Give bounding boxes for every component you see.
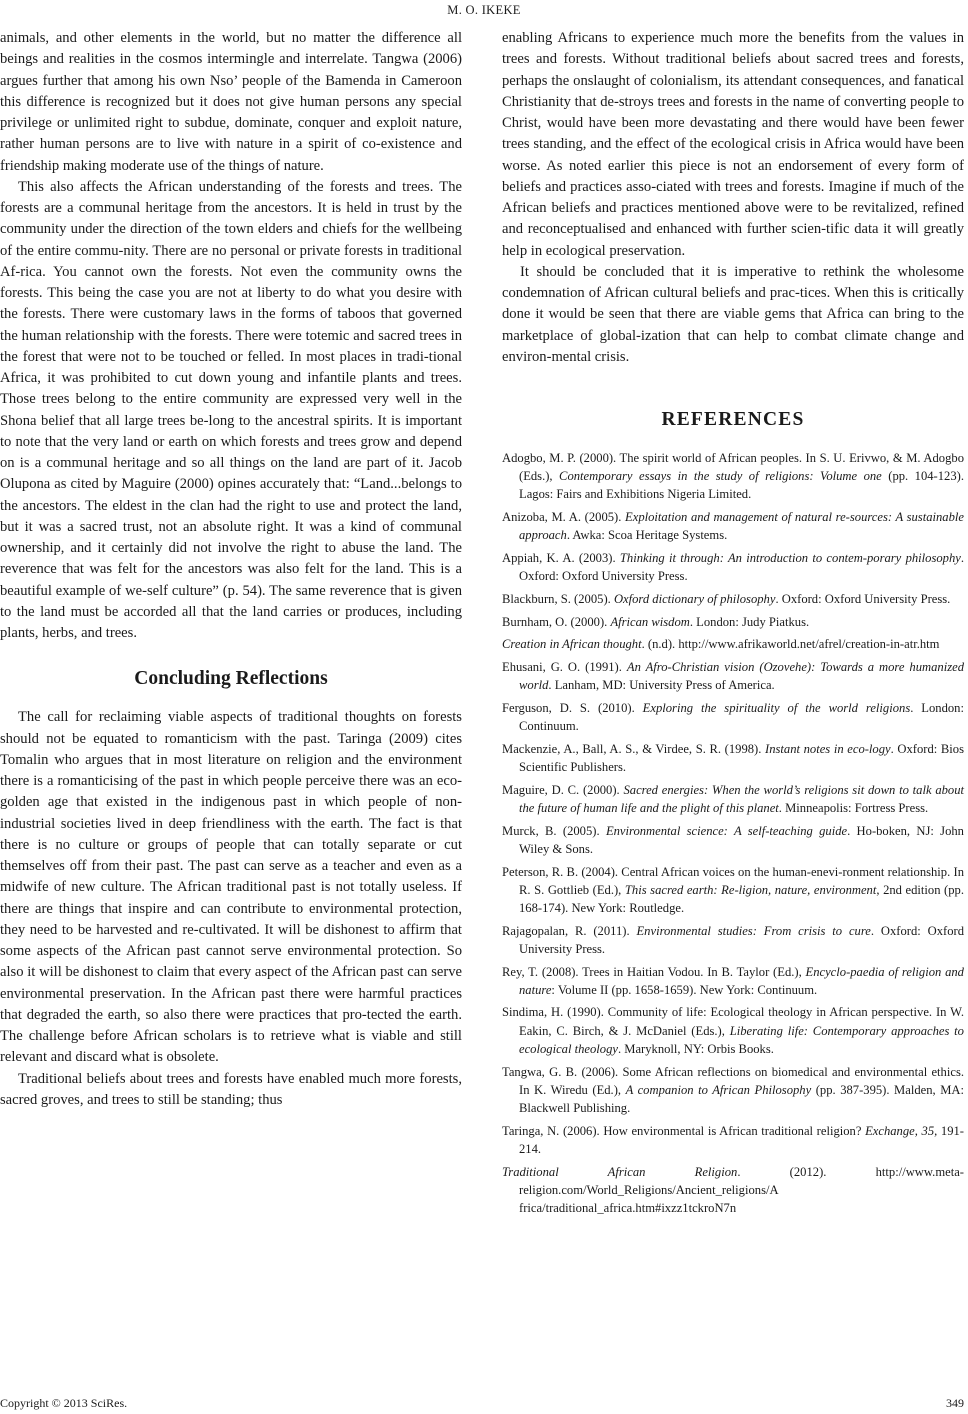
reference-title: Contemporary essays in the study of religions: Volume one	[559, 469, 882, 484]
body-paragraph: This also affects the African understanding of the forests and trees. The forests are a communal heritage from the ancestors. It is held in trust by the community under the direction of the town elders and chiefs for the wellbeing of the entire commu-nity. There are no personal or private forests in traditional Af-rica. You cannot own the forests. Not even the community owns the forests. This being the case you are not at liberty to do what you desire with the forests. There were customary laws in the forms of taboos that governed the human relationship with the forests. There were totemic and sacred trees in the forest that were not to be touched or felled. In most places in tradi-tional Africa, it was prohibited to cut down young and infantile plants and trees. Those trees belong to the entire community are expressed very well in the Shona belief that all large trees be-long to the ancestral spirits. It is important to note that the very land or earth on which forests and trees grow and depend on is a communal heritage and so all things on the land are part of it. Jacob Olupona as cited by Maguire (2000) opines accurately that: “Land...belongs to the ancestors. The eldest in the clan had the right to use and protect the land, but it was a sacred trust, not an absolute right. It was a kind of communal ownership, and it certainly did not involve the right to abuse the land. The reverence that was felt for the ancestors was also felt for the land. This is a beautiful example of we-self culture” (p. 54). The same reverence that is given to the land must be accorded all that the land carries or produces, including plants, herbs, and trees.	[0, 178, 462, 641]
reference-text: Adogbo, M. P. (2000). The spirit world of African peoples. In S. U. Erivwo, & M. Adogbo (Eds.),	[502, 451, 964, 484]
reference-text: . (2012). http://www.meta-religion.com/World_Religions/Ancient_religions/A frica/traditional_africa.htm#ixzz1tckroN7n	[519, 1164, 964, 1216]
reference-title: Instant notes in eco-logy	[765, 741, 891, 756]
reference-entry	[502, 822, 964, 858]
reference-title: Traditional African Religion	[502, 1164, 738, 1179]
reference-entry	[502, 549, 964, 585]
reference-title: Encyclo-paedia of religion and nature	[519, 964, 964, 997]
reference-text: : Volume II (pp. 1658-1659). New York: Continuum.	[551, 982, 818, 997]
reference-text: Murck, B. (2005).	[502, 823, 606, 838]
reference-text: Sindima, H. (1990). Community of life: Ecological theology in African perspective. In W. Eakin, C. Birch, & J. McDaniel (Eds.),	[502, 1005, 964, 1038]
section-heading: Concluding Reflections	[134, 668, 328, 690]
reference-text: Anizoba, M. A. (2005).	[502, 510, 626, 525]
reference-entry	[502, 863, 964, 918]
reference-title: An Afro-Christian vision (Ozovehe): Towards a more humanized world	[519, 660, 964, 693]
reference-title: African wisdom	[610, 614, 690, 629]
body-paragraph: enabling Africans to experience much more the benefits from the values in trees and forests. Without traditional beliefs about sacred trees and forests, perhaps the onslaught of colonialism, its attendant consequences, and fanatical Christianity that de-stroys trees and forests in the name of converting people to Christ, would have been more devastating and there would have been fewer trees standing, and the effect of the ecological crisis in Africa would have been worse. As noted earlier this piece is not an endorsement of every form of beliefs and practices asso-ciated with trees and forests. Imagine if much of the African beliefs and practices mentioned above were to be revitalized, refined and reconceptualised and enhanced with further scien-tific data it will greatly help in ecological preservation.	[502, 30, 964, 259]
reference-entry	[502, 590, 964, 608]
reference-text: . Oxford: Oxford University Press.	[519, 923, 964, 956]
reference-text: . Awka: Scoa Heritage Systems.	[566, 528, 728, 543]
body-paragraph: The call for reclaiming viable aspects of traditional thoughts on forests should not be equated to romanticism with the past. Taringa (2009) cites Tomalin who argues that in most literature on religion and the environment there is a romanticising of the past in which people perceive there was an eco-golden age that existed in the indigenous past in which people of non-industrial societies lived in deep friendliness with the earth. The fact is that there is no culture or groups of people that can totally separate or cut themselves off from their past. The past can serve as a teacher and even as a midwife of new culture. The African traditional past is not totally useless. If there are things that inspire and can contribute to environmental protection, they need to be harvested and re-cultivated. It will be dishonest to affirm that some aspects of the African past cannot serve environmental protection. So also it will be dishonest to claim that every aspect of the African past can serve environmental preservation. In the African past there were harmful practices that degraded the earth, so also there were practices that pro-tected the earth. The challenge before African scholars is to retrieve what is viable and still relevant and discard what is obsolete.	[0, 709, 462, 1066]
reference-text: Maguire, D. C. (2000).	[502, 782, 624, 797]
reference-text: Peterson, R. B. (2004). Central African voices on the human-enevi-ronment relationship. In R. S. Gottlieb (Ed.),	[502, 864, 964, 897]
reference-entry	[502, 1063, 964, 1118]
reference-title: Oxford dictionary of philosophy	[613, 591, 776, 606]
reference-text: . Maryknoll, NY: Orbis Books.	[617, 1041, 774, 1056]
reference-title: Liberating life: Contemporary approaches to ecological theology	[519, 1023, 964, 1056]
right-column	[502, 28, 964, 1222]
reference-entry	[502, 699, 964, 735]
reference-entry	[502, 1163, 964, 1218]
reference-entry	[502, 508, 964, 544]
reference-text: . Oxford: Oxford University Press.	[775, 591, 951, 606]
reference-text: Burnham, O. (2000).	[502, 614, 611, 629]
reference-entry	[502, 740, 964, 776]
reference-text: . Oxford: Oxford University Press.	[519, 551, 964, 584]
reference-title: Creation in African thought	[502, 637, 642, 652]
reference-entry	[502, 449, 964, 504]
copyright-footer: Copyright © 2013 SciRes.	[0, 1396, 128, 1410]
reference-title: Sacred energies: When the world’s religions sit down to talk about the future of human life and the plight of this planet	[519, 782, 964, 815]
reference-entry	[502, 1003, 964, 1058]
reference-entry	[502, 1122, 964, 1158]
reference-text: (pp. 387-395). Malden, MA: Blackwell Publishing.	[519, 1082, 964, 1115]
reference-text: . Oxford: Bios Scientific Publishers.	[519, 741, 964, 775]
reference-text: Ehusani, G. O. (1991).	[502, 660, 627, 675]
reference-text: . (n.d). http://www.afrikaworld.net/afrel/creation-in-atr.htm	[641, 637, 940, 652]
reference-text: . Lanham, MD: University Press of America.	[548, 678, 775, 693]
reference-text: . Ho-boken, NJ: John Wiley & Sons.	[519, 823, 964, 856]
reference-title: Environmental science: A self-teaching guide	[605, 823, 848, 838]
reference-text: Mackenzie, A., Ball, A. S., & Virdee, S. R. (1998).	[502, 741, 766, 756]
page-number: 349	[946, 1396, 964, 1410]
reference-text: , 2nd edition (pp. 168-174). New York: Routledge.	[519, 882, 964, 915]
body-paragraph: animals, and other elements in the world, but no matter the difference all beings and realities in the cosmos intermingle and interrelate. Tangwa (2006) argues further that among his own Nso’ people of the Bamenda in Cameroon this difference is recognized but it does not give human persons any special privilege or unlimited right to subdue, dominate, conquer and exploit nature, rather human persons are to live with nature in a spirit of co-existence and friendship making moderate use of the things of nature.	[0, 30, 462, 174]
references-list	[502, 449, 964, 1217]
reference-text: . Minneapolis: Fortress Press.	[778, 800, 929, 815]
reference-entry	[502, 781, 964, 817]
reference-title: Environmental studies: From crisis to cure	[636, 923, 871, 938]
reference-text: Taringa, N. (2006). How environmental is African traditional religion?	[502, 1123, 866, 1138]
reference-title: A companion to African Philosophy	[625, 1082, 812, 1097]
reference-text: Appiah, K. A. (2003).	[502, 551, 620, 566]
references-heading: REFERENCES	[661, 409, 805, 430]
reference-text: Rey, T. (2008). Trees in Haitian Vodou. In B. Taylor (Ed.),	[502, 964, 806, 979]
reference-title: Exploitation and management of natural re-sources: A sustainable approach	[519, 510, 964, 543]
reference-title: Thinking it through: An introduction to contem-porary philosophy	[619, 551, 961, 566]
reference-text: 191-214.	[519, 1123, 964, 1156]
reference-title: Exploring the spirituality of the world religions	[642, 700, 911, 715]
reference-text: Blackburn, S. (2005).	[502, 591, 614, 606]
reference-text: . London: Judy Piatkus.	[689, 614, 810, 629]
reference-text: Rajagopalan, R. (2011).	[502, 923, 637, 938]
body-paragraph: Traditional beliefs about trees and forests have enabled much more forests, sacred groves, and trees to still be standing; thus	[0, 1070, 462, 1108]
reference-text: . London: Continuum.	[519, 700, 964, 734]
reference-title: Exchange, 35,	[865, 1123, 938, 1138]
reference-entry	[502, 922, 964, 958]
reference-text: (pp. 104-123). Lagos: Fairs and Exhibitions Nigeria Limited.	[519, 469, 964, 502]
reference-text: Tangwa, G. B. (2006). Some African reflections on biomedical and environmental ethics. In K. Wiredu (Ed.),	[502, 1064, 964, 1097]
reference-entry	[502, 658, 964, 694]
reference-entry	[502, 963, 964, 999]
reference-entry	[502, 635, 964, 653]
reference-title: This sacred earth: Re-ligion, nature, environment	[624, 882, 877, 897]
left-column	[0, 28, 462, 1111]
reference-entry	[502, 613, 964, 631]
body-paragraph: It should be concluded that it is imperative to rethink the wholesome condemnation of African cultural beliefs and prac-tices. When this is critically done it would be seen that there are viable gems that Africa can bring to the marketplace of global-ization that can help to combat climate change and environ-mental crisis.	[502, 263, 964, 365]
running-head: M. O. IKEKE	[447, 3, 521, 17]
reference-text: Ferguson, D. S. (2010).	[502, 700, 643, 715]
